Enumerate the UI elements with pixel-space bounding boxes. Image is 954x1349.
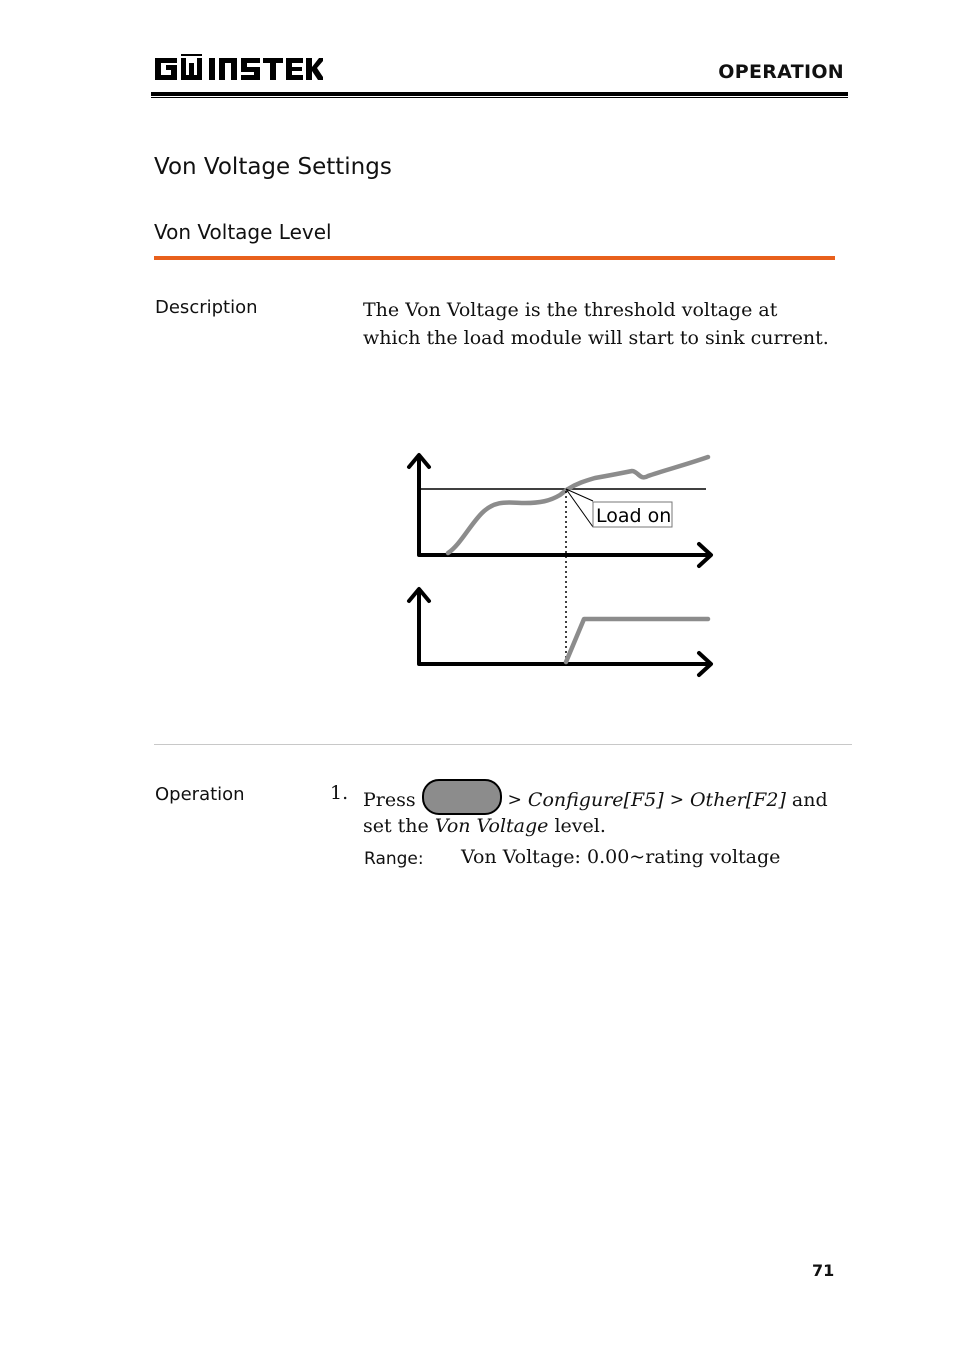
lower-axes [409, 589, 711, 675]
section-label: OPERATION [718, 61, 844, 83]
step-line-1 [363, 782, 828, 818]
accent-rule [154, 256, 835, 260]
separator: > [507, 790, 522, 810]
and-text: and [791, 789, 828, 811]
page-number: 71 [812, 1261, 835, 1280]
level-text: level. [554, 815, 606, 837]
page-title: Von Voltage Settings [154, 154, 392, 180]
separator: > [669, 790, 684, 810]
configure-menu: Configure[F5] [527, 789, 664, 811]
von-voltage-diagram [400, 445, 720, 685]
function-key-button [422, 779, 502, 815]
range-label: Range: [364, 849, 424, 869]
section-divider [154, 744, 852, 745]
step-number: 1. [330, 782, 349, 804]
other-menu: Other[F2] [689, 789, 786, 811]
description-label: Description [155, 297, 258, 318]
operation-label: Operation [155, 784, 245, 805]
press-text: Press [363, 789, 416, 811]
von-voltage-param: Von Voltage [434, 815, 549, 837]
subsection-title: Von Voltage Level [154, 220, 332, 244]
callout-label: Load on [596, 505, 672, 527]
current-curve [566, 619, 708, 662]
set-the-text: set the [363, 815, 429, 837]
gw-instek-logo [153, 54, 323, 84]
range-value: Von Voltage: 0.00~rating voltage [461, 846, 781, 868]
header-rule [151, 92, 848, 96]
header-rule-thin [151, 97, 848, 98]
description-text: The Von Voltage is the threshold voltage at which the load module will start to sink current. [363, 299, 829, 349]
step-line-2 [363, 815, 606, 837]
